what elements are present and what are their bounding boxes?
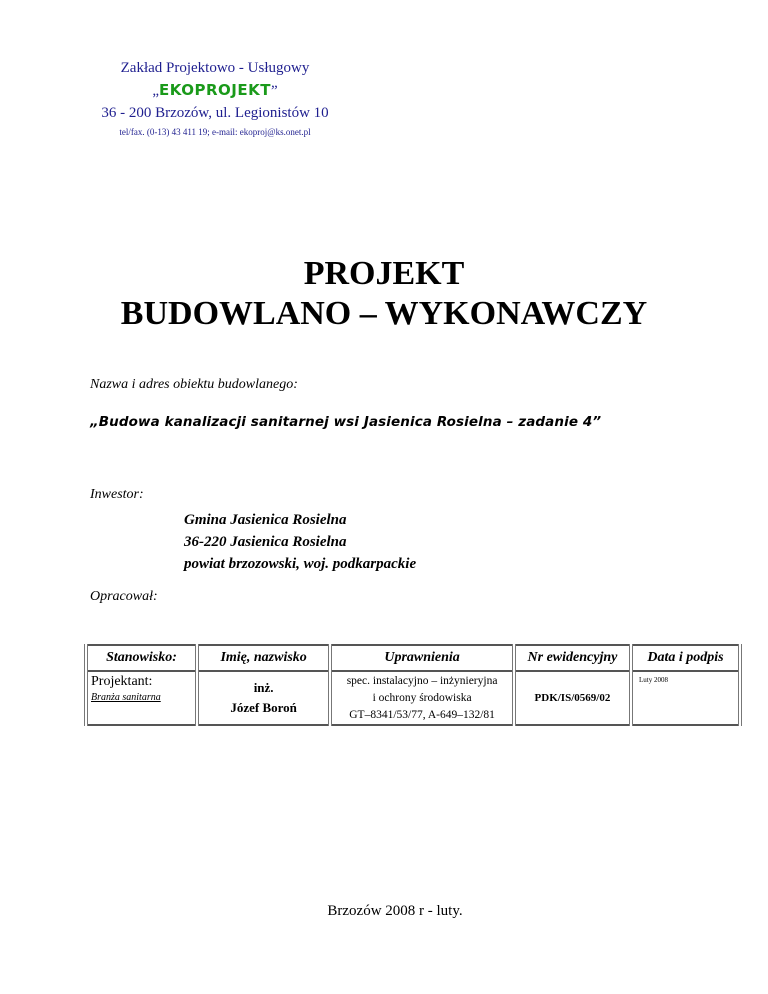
brand-open-quote: „: [152, 83, 160, 99]
investor-line-2: 36-220 Jasienica Rosielna: [184, 534, 347, 550]
company-brand: [0, 79, 430, 102]
prepared-label: Opracował:: [90, 589, 158, 604]
header-qualifications: Uprawnienia: [330, 645, 514, 671]
object-name: „Budowa kanalizacji sanitarnej wsi Jasienica Rosielna – zadanie 4”: [90, 414, 602, 430]
date: Luty 2008: [638, 676, 668, 684]
qualifications-line-1: spec. instalacyjno – inżynieryjna: [346, 675, 498, 687]
qualifications-line-2: i ochrony środowiska: [372, 692, 472, 704]
header-registration-number: Nr ewidencyjny: [514, 645, 631, 671]
qualifications: [332, 672, 512, 724]
header-name: Imię, nazwisko: [197, 645, 330, 671]
investor-label: Inwestor:: [90, 487, 144, 502]
registration-number: PDK/IS/0569/02: [514, 671, 631, 725]
investor-details: [184, 509, 416, 575]
cell-position: [86, 671, 197, 725]
investor-line-1: Gmina Jasienica Rosielna: [184, 512, 347, 528]
person-name: Józef Boroń: [230, 700, 297, 715]
cell-date-signature: [631, 671, 740, 725]
title-line-1: PROJEKT: [303, 255, 465, 292]
credits-table: [84, 644, 742, 726]
cell-name: [197, 671, 330, 725]
header-date-signature: Data i podpis: [631, 645, 740, 671]
qualifications-line-3: GT–8341/53/77, A-649–132/81: [349, 709, 495, 721]
object-label: Nazwa i adres obiektu budowlanego:: [90, 377, 298, 392]
person: [199, 672, 328, 718]
document-title: [0, 254, 768, 334]
company-header: [0, 58, 430, 139]
role: Projektant:: [91, 674, 153, 689]
place-date-footer: Brzozów 2008 r - luty.: [327, 903, 463, 919]
brand-name: EKOPROJEKT: [159, 81, 271, 99]
brand-close-quote: ”: [270, 83, 278, 99]
credits-header-row: [86, 645, 740, 671]
company-type: Zakład Projektowo - Usługowy: [120, 60, 310, 76]
company-address: 36 - 200 Brzozów, ul. Legionistów 10: [101, 105, 329, 121]
branch: Branża sanitarna: [91, 692, 161, 703]
investor-line-3: powiat brzozowski, woj. podkarpackie: [184, 556, 417, 572]
person-title: inż.: [253, 680, 274, 695]
header-position: Stanowisko:: [86, 645, 197, 671]
table-row: [86, 671, 740, 725]
cell-qualifications: [330, 671, 514, 725]
company-contact: tel/fax. (0-13) 43 411 19; e-mail: ekoproj@ks.onet.pl: [119, 127, 311, 137]
title-line-2: BUDOWLANO – WYKONAWCZY: [120, 295, 648, 332]
